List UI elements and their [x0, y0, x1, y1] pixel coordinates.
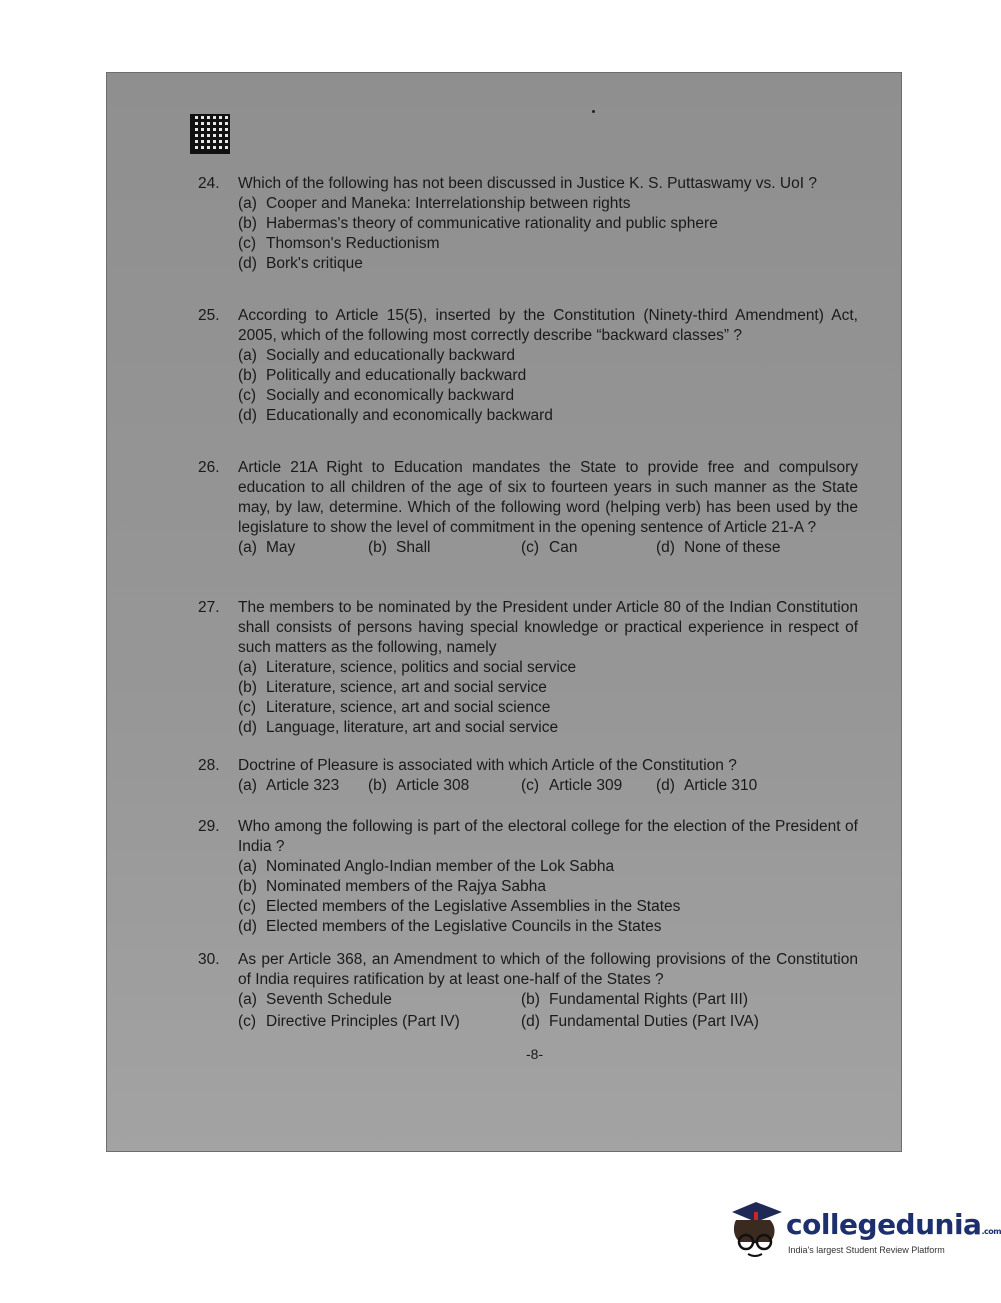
- option-d: (d) Educationally and economically backward: [238, 407, 553, 424]
- question-text: Doctrine of Pleasure is associated with which Article of the Constitution ?: [238, 757, 737, 774]
- scanned-page: [106, 72, 902, 1152]
- option-a: (a) Socially and educationally backward: [238, 347, 516, 364]
- option-d: (d) Language, literature, art and social service: [238, 719, 559, 736]
- option-d: (d) None of these: [656, 539, 781, 556]
- question-text: The members to be nominated by the President under Article 80 of the Indian Constitution shall consists of persons having special knowledge or practical experience in respect of such matters as the following, namely: [238, 599, 858, 656]
- option-c: (c) Can: [521, 539, 578, 556]
- question-text: According to Article 15(5), inserted by the Constitution (Ninety-third Amendment) Act, 2005, which of the following most correctly describe “backward classes” ?: [238, 307, 858, 344]
- question-24: [198, 174, 858, 274]
- question-number: 30.: [198, 951, 220, 968]
- option-a: (a) Article 323: [238, 777, 340, 794]
- option-c: (c) Elected members of the Legislative Assemblies in the States: [238, 898, 681, 915]
- question-27: [198, 598, 858, 738]
- option-a: (a) Seventh Schedule: [238, 991, 392, 1008]
- option-c: (c) Socially and economically backward: [238, 387, 515, 404]
- option-d: (d) Bork's critique: [238, 255, 363, 272]
- question-number: 25.: [198, 307, 220, 324]
- option-b: (b) Habermas's theory of communicative rationality and public sphere: [238, 215, 718, 232]
- scan-speck: [592, 110, 595, 113]
- page-number: -8-: [526, 1046, 544, 1062]
- question-26: [198, 458, 858, 558]
- question-number: 27.: [198, 599, 220, 616]
- question-number: 28.: [198, 757, 220, 774]
- question-text: As per Article 368, an Amendment to which of the following provisions of the Constitution of India requires ratification by at least one-half of the States ?: [238, 951, 858, 988]
- option-c: (c) Thomson's Reductionism: [238, 235, 440, 252]
- brand-name: collegedunia.com: [786, 1208, 1001, 1241]
- option-c: (c) Literature, science, art and social science: [238, 699, 551, 716]
- qr-code-icon: [192, 116, 228, 152]
- option-b: (b) Article 308: [368, 777, 470, 794]
- question-25: [198, 306, 858, 426]
- option-b: (b) Politically and educationally backward: [238, 367, 527, 384]
- collegedunia-logo[interactable]: [726, 1198, 1001, 1268]
- question-number: 29.: [198, 818, 220, 835]
- question-30: [198, 950, 858, 1032]
- option-d: (d) Article 310: [656, 777, 758, 794]
- option-a: (a) Cooper and Maneka: Interrelationship between rights: [238, 195, 631, 212]
- option-c: (c) Directive Principles (Part IV): [238, 1013, 460, 1030]
- question-29: [198, 817, 858, 937]
- mascot-icon: [726, 1198, 784, 1260]
- option-b: (b) Fundamental Rights (Part III): [521, 991, 748, 1008]
- option-a: (a) Nominated Anglo-Indian member of the Lok Sabha: [238, 858, 615, 875]
- option-a: (a) Literature, science, politics and social service: [238, 659, 577, 676]
- question-number: 26.: [198, 459, 220, 476]
- brand-tagline: India's largest Student Review Platform: [788, 1245, 945, 1255]
- option-d: (d) Elected members of the Legislative Councils in the States: [238, 918, 662, 935]
- question-number: 24.: [198, 175, 220, 192]
- option-b: (b) Nominated members of the Rajya Sabha: [238, 878, 547, 895]
- option-c: (c) Article 309: [521, 777, 623, 794]
- question-text: Article 21A Right to Education mandates the State to provide free and compulsory education to all children of the age of six to fourteen years in such manner as the State may, by law, determine. Which of the following word (helping verb) has been used by the legislature to show the level of commitment in the opening sentence of Article 21-A ?: [238, 459, 858, 536]
- option-b: (b) Shall: [368, 539, 431, 556]
- question-28: [198, 756, 858, 796]
- question-text: Who among the following is part of the electoral college for the election of the President of India ?: [238, 818, 858, 855]
- option-b: (b) Literature, science, art and social service: [238, 679, 547, 696]
- option-a: (a) May: [238, 539, 296, 556]
- question-text: Which of the following has not been discussed in Justice K. S. Puttaswamy vs. UoI ?: [238, 175, 817, 192]
- option-d: (d) Fundamental Duties (Part IVA): [521, 1013, 759, 1030]
